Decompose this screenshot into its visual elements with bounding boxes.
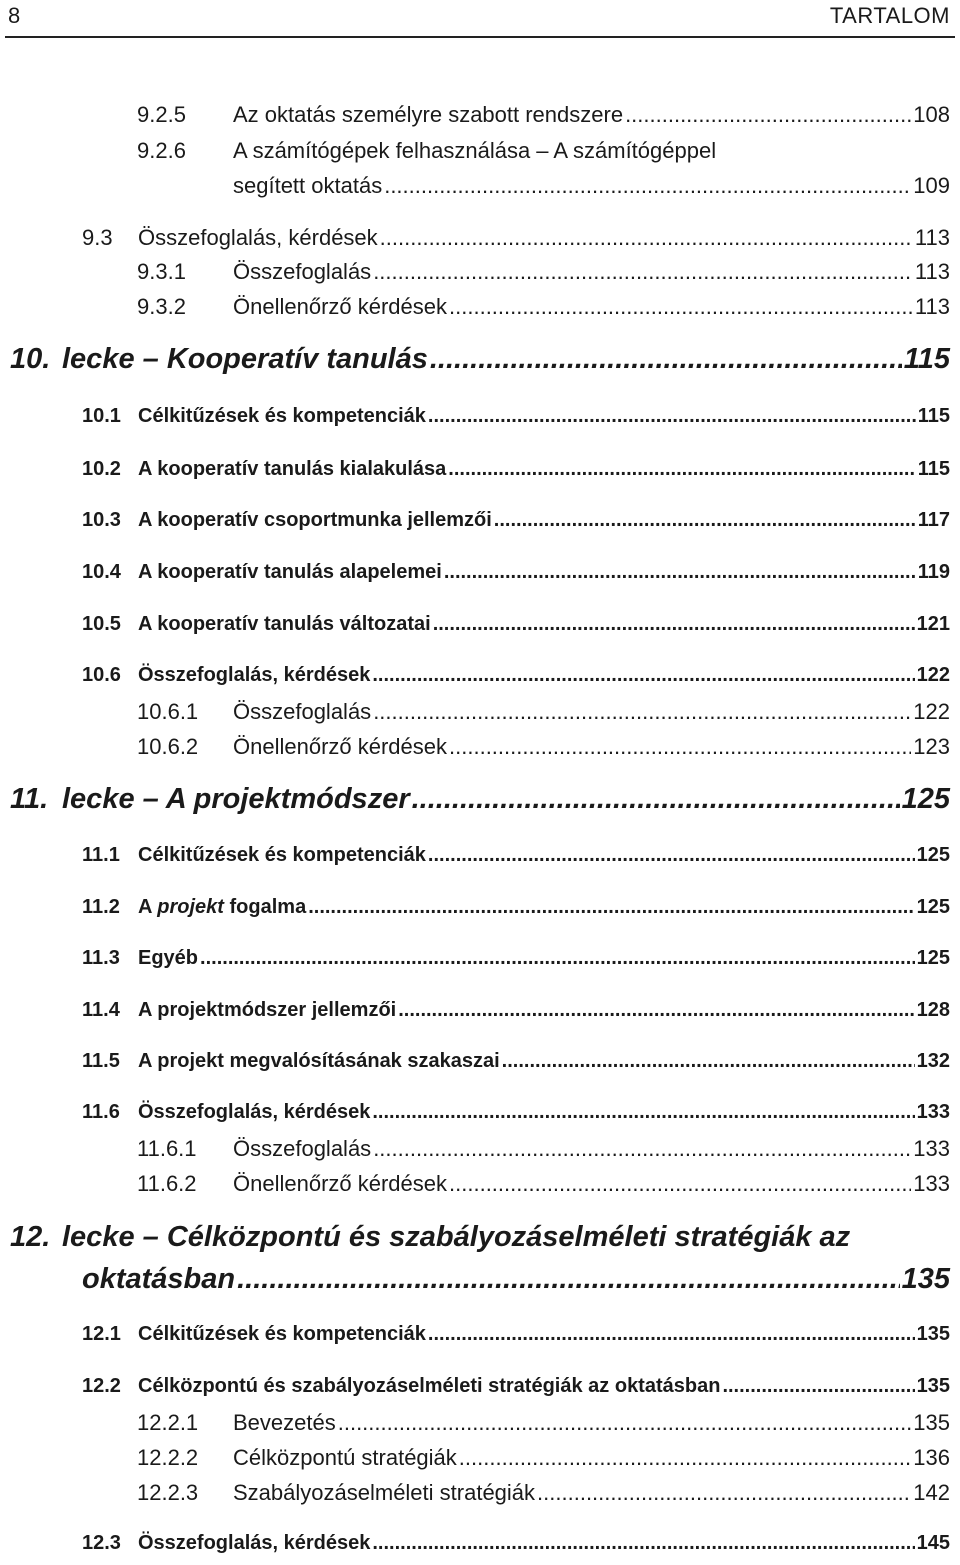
toc-entry-title: A projekt megvalósításának szakaszai xyxy=(138,1050,500,1072)
toc-entry-page: 122 xyxy=(913,699,950,724)
toc-dot-leader xyxy=(449,734,911,760)
toc-entry[interactable] xyxy=(137,138,950,164)
header-rule xyxy=(5,36,955,38)
toc-entry[interactable] xyxy=(137,699,950,725)
toc-entry-title-continued: oktatásban xyxy=(82,1263,236,1295)
toc-entry-title: Szabályozáselméleti stratégiák xyxy=(233,1480,536,1505)
toc-entry-page: 115 xyxy=(917,458,950,480)
toc-entry-page: 132 xyxy=(916,1050,950,1072)
toc-entry-title: Összefoglalás, kérdések xyxy=(138,1101,371,1123)
toc-entry[interactable] xyxy=(137,102,950,128)
toc-entry[interactable] xyxy=(82,664,950,687)
toc-entry-page: 145 xyxy=(916,1532,950,1554)
toc-entry[interactable] xyxy=(82,225,950,251)
toc-dot-leader xyxy=(237,1263,900,1296)
running-title: TARTALOM xyxy=(829,3,950,28)
toc-entry-page: 135 xyxy=(901,1263,950,1295)
toc-entry-page: 119 xyxy=(917,561,950,583)
toc-entry[interactable] xyxy=(137,1410,950,1436)
toc-entry-number: 12.2.3 xyxy=(137,1480,199,1505)
toc-entry[interactable] xyxy=(82,1532,950,1555)
toc-dot-leader xyxy=(433,613,915,636)
toc-entry[interactable] xyxy=(82,405,950,428)
toc-chapter-entry-continuation[interactable] xyxy=(82,1263,950,1296)
toc-dot-leader xyxy=(384,173,911,199)
toc-entry-number: 11.1 xyxy=(82,844,120,866)
toc-chapter-entry[interactable] xyxy=(10,343,950,376)
toc-entry-page: 133 xyxy=(916,1101,950,1123)
toc-entry-number: 11.6.1 xyxy=(137,1136,197,1161)
toc-entry-number: 12.2.2 xyxy=(137,1445,199,1470)
toc-dot-leader xyxy=(459,1445,911,1471)
toc-entry-page: 122 xyxy=(916,664,950,686)
toc-entry-title: A projektmódszer jellemzői xyxy=(138,999,397,1021)
toc-entry-number: 10.6 xyxy=(82,664,121,686)
toc-dot-leader xyxy=(372,1532,914,1555)
toc-dot-leader xyxy=(200,947,915,970)
toc-entry-number: 10. xyxy=(10,343,51,375)
toc-entry-title: Összefoglalás, kérdések xyxy=(138,225,378,250)
toc-dot-leader xyxy=(412,783,900,816)
toc-entry-number: 11.6 xyxy=(82,1101,120,1123)
toc-entry-number: 11.5 xyxy=(82,1050,120,1072)
toc-entry-number: 12.3 xyxy=(82,1532,121,1554)
toc-entry-title: A kooperatív tanulás alapelemei xyxy=(138,561,442,583)
toc-entry-title: Célközpontú és szabályozáselméleti stratégiák az oktatásban xyxy=(138,1375,721,1397)
toc-entry[interactable] xyxy=(82,947,950,970)
page-header xyxy=(0,0,960,38)
toc-entry-number: 11.3 xyxy=(82,947,120,969)
toc-dot-leader xyxy=(537,1480,911,1506)
toc-entry-page: 125 xyxy=(916,896,950,918)
toc-entry-number: 11.4 xyxy=(82,999,120,1021)
toc-entry-number: 10.4 xyxy=(82,561,121,583)
toc-entry-title-part: A xyxy=(138,896,158,918)
toc-entry-continuation[interactable] xyxy=(233,173,950,199)
toc-entry-title: lecke – Célközpontú és szabályozáselméleti stratégiák az xyxy=(62,1221,851,1253)
toc-entry-number: 9.3.1 xyxy=(137,259,186,284)
toc-entry-title: Célkitűzések és kompetenciák xyxy=(138,844,426,866)
toc-entry-title: Célkitűzések és kompetenciák xyxy=(138,1323,426,1345)
toc-chapter-entry[interactable] xyxy=(10,1221,950,1254)
toc-entry-number: 9.3 xyxy=(82,225,113,250)
toc-entry-number: 9.3.2 xyxy=(137,294,186,319)
toc-entry-page: 133 xyxy=(913,1136,950,1161)
toc-dot-leader xyxy=(449,294,913,320)
toc-entry-page: 125 xyxy=(916,844,950,866)
toc-entry[interactable] xyxy=(82,561,950,584)
toc-entry-title: lecke – A projektmódszer xyxy=(62,783,410,815)
toc-entry-page: 136 xyxy=(913,1445,950,1470)
toc-entry-title: Összefoglalás xyxy=(233,1136,372,1161)
toc-dot-leader xyxy=(373,1136,911,1162)
toc-entry-title: Összefoglalás xyxy=(233,259,372,284)
toc-entry-number: 10.2 xyxy=(82,458,121,480)
toc-entry-title: A kooperatív csoportmunka jellemzői xyxy=(138,509,492,531)
toc-dot-leader xyxy=(430,343,902,376)
toc-entry[interactable] xyxy=(82,458,950,481)
toc-dot-leader xyxy=(722,1375,914,1398)
toc-dot-leader xyxy=(372,664,914,687)
toc-dot-leader xyxy=(428,1323,915,1346)
toc-entry-title: lecke – Kooperatív tanulás xyxy=(62,343,428,375)
toc-dot-leader xyxy=(449,1171,911,1197)
toc-entry-number: 12.2 xyxy=(82,1375,121,1397)
toc-dot-leader xyxy=(308,896,914,919)
toc-entry-page: 108 xyxy=(913,102,950,127)
toc-entry-title: Összefoglalás, kérdések xyxy=(138,664,371,686)
toc-entry[interactable] xyxy=(82,1323,950,1346)
toc-dot-leader xyxy=(338,1410,912,1436)
toc-entry-page: 133 xyxy=(913,1171,950,1196)
toc-dot-leader xyxy=(502,1050,915,1073)
toc-entry-title: Bevezetés xyxy=(233,1410,336,1435)
toc-entry-number: 12. xyxy=(10,1221,51,1253)
toc-entry-title: Összefoglalás, kérdések xyxy=(138,1532,371,1554)
toc-entry-number: 9.2.5 xyxy=(137,102,186,127)
toc-entry[interactable] xyxy=(137,1171,950,1197)
toc-dot-leader xyxy=(380,225,913,251)
toc-entry-number: 10.5 xyxy=(82,613,121,635)
toc-entry[interactable] xyxy=(82,509,950,532)
page-number: 8 xyxy=(8,3,21,28)
toc-entry-page: 109 xyxy=(913,173,950,198)
toc-dot-leader xyxy=(428,405,916,428)
toc-entry-title: Célkitűzések és kompetenciák xyxy=(138,405,426,427)
toc-entry[interactable] xyxy=(82,1050,950,1073)
toc-dot-leader xyxy=(625,102,911,128)
toc-entry-page: 125 xyxy=(901,783,950,815)
toc-entry-page: 135 xyxy=(916,1375,950,1397)
toc-entry[interactable] xyxy=(82,1375,950,1398)
toc-entry[interactable] xyxy=(82,1101,950,1124)
toc-entry-page: 125 xyxy=(916,947,950,969)
toc-entry[interactable] xyxy=(137,1445,950,1471)
toc-dot-leader xyxy=(428,844,915,867)
toc-entry-title-emphasis: projekt xyxy=(157,896,224,918)
toc-entry-number: 9.2.6 xyxy=(137,138,186,163)
toc-entry-page: 115 xyxy=(917,405,950,427)
toc-entry-page: 113 xyxy=(914,294,950,319)
toc-dot-leader xyxy=(444,561,916,584)
toc-entry-number: 10.6.1 xyxy=(137,699,199,724)
toc-entry-title-continued: segített oktatás xyxy=(233,173,383,198)
toc-entry-number: 12.2.1 xyxy=(137,1410,199,1435)
toc-entry-page: 117 xyxy=(917,509,950,531)
toc-entry-number: 10.3 xyxy=(82,509,121,531)
toc-entry-title: Célközpontú stratégiák xyxy=(233,1445,457,1470)
toc-entry-page: 135 xyxy=(916,1323,950,1345)
toc-entry-page: 121 xyxy=(916,613,950,635)
toc-entry-number: 11.6.2 xyxy=(137,1171,197,1196)
toc-dot-leader xyxy=(494,509,916,532)
toc-entry-title-part: fogalma xyxy=(223,896,307,918)
toc-entry[interactable] xyxy=(137,1480,950,1506)
toc-entry-number: 12.1 xyxy=(82,1323,121,1345)
toc-entry[interactable] xyxy=(82,896,950,919)
toc-entry-title xyxy=(138,896,306,919)
toc-entry[interactable] xyxy=(137,294,950,320)
toc-entry[interactable] xyxy=(137,734,950,760)
toc-entry-number: 11. xyxy=(10,783,49,815)
toc-entry-title: Önellenőrző kérdések xyxy=(233,294,448,319)
toc-dot-leader xyxy=(398,999,914,1022)
toc-entry-title: Önellenőrző kérdések xyxy=(233,1171,448,1196)
toc-entry-title: A számítógépek felhasználása – A számítógéppel xyxy=(233,138,717,163)
toc-dot-leader xyxy=(372,1101,914,1124)
toc-dot-leader xyxy=(373,259,913,285)
toc-entry[interactable] xyxy=(82,844,950,867)
toc-entry-title: Önellenőrző kérdések xyxy=(233,734,448,759)
toc-entry-title: A kooperatív tanulás kialakulása xyxy=(138,458,447,480)
toc-dot-leader xyxy=(448,458,915,481)
toc-entry-number: 10.6.2 xyxy=(137,734,199,759)
toc-entry-page: 115 xyxy=(903,343,950,375)
toc-entry-page: 128 xyxy=(916,999,950,1021)
toc-entry-title: Összefoglalás xyxy=(233,699,372,724)
toc-entry-number: 10.1 xyxy=(82,405,121,427)
toc-entry[interactable] xyxy=(137,1136,950,1162)
toc-entry-title: Egyéb xyxy=(138,947,199,969)
toc-entry-number: 11.2 xyxy=(82,896,120,918)
toc-entry-page: 135 xyxy=(913,1410,950,1435)
toc-dot-leader xyxy=(373,699,911,725)
toc-entry-page: 113 xyxy=(914,259,950,284)
toc-entry-page: 142 xyxy=(913,1480,950,1505)
toc-entry-title: A kooperatív tanulás változatai xyxy=(138,613,431,635)
toc-entry[interactable] xyxy=(82,613,950,636)
toc-entry-page: 113 xyxy=(914,225,950,250)
toc-entry[interactable] xyxy=(137,259,950,285)
toc-entry-page: 123 xyxy=(913,734,950,759)
toc-entry[interactable] xyxy=(82,999,950,1022)
toc-entry-title: Az oktatás személyre szabott rendszere xyxy=(233,102,624,127)
toc-chapter-entry[interactable] xyxy=(10,783,950,816)
